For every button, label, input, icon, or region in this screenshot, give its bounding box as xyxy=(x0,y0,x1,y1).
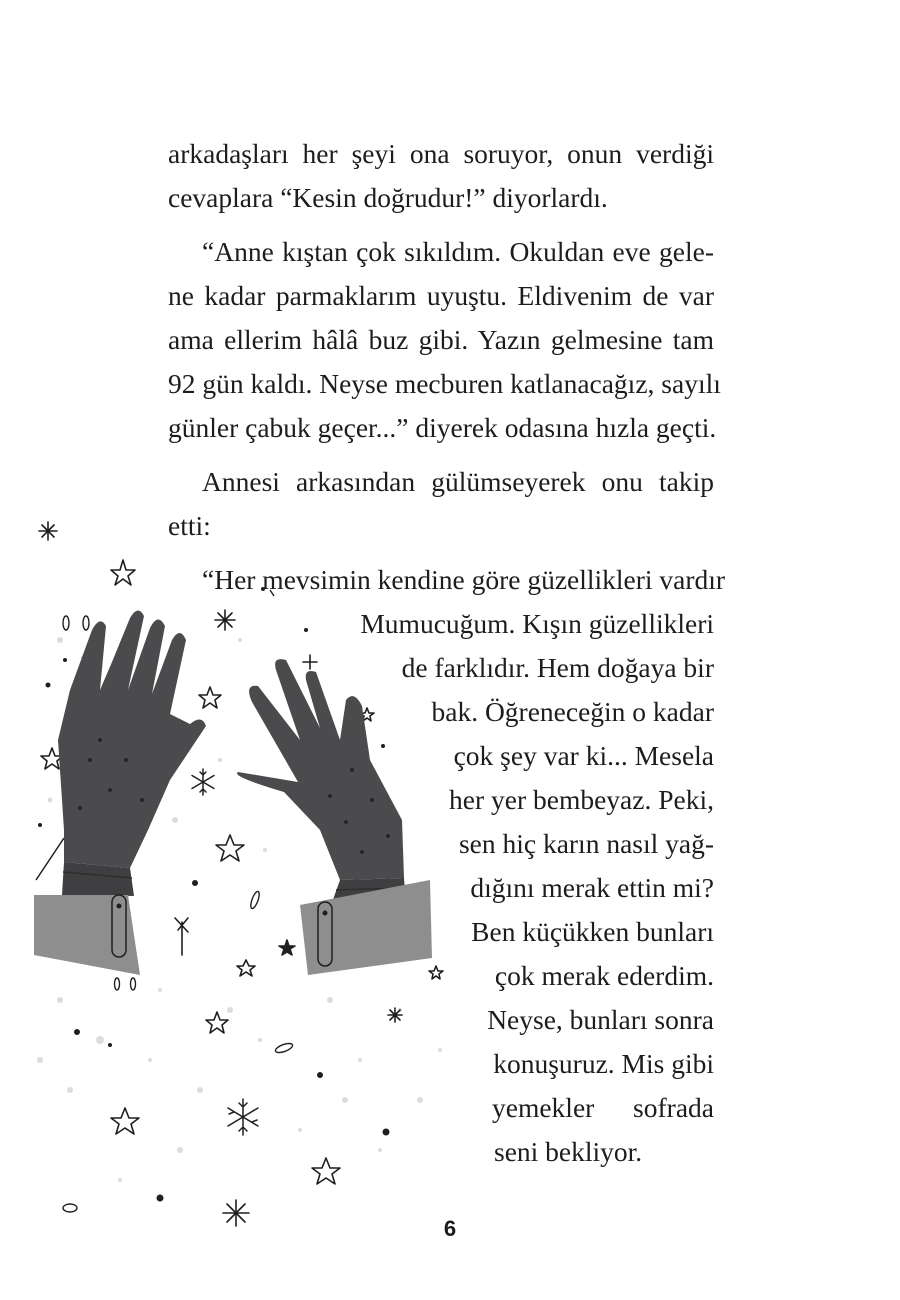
page-number: 6 xyxy=(443,1216,457,1241)
text-line: “Anne kıştan çok sıkıldım. Okuldan eve gele- xyxy=(202,236,714,267)
text-line: bak. Öğreneceğin o kadar xyxy=(431,696,714,727)
text-line: çok şey var ki... Mesela xyxy=(453,740,714,771)
text-line: Annesi arkasından gülümseyerek onu takip xyxy=(202,466,714,497)
text-line: Ben küçükken bunları xyxy=(471,916,714,947)
text-line: yemekler sofrada xyxy=(492,1092,714,1123)
text-line: 92 gün kaldı. Neyse mecburen katlanacağız, sayılı xyxy=(168,368,721,399)
text-line: çok merak ederdim. xyxy=(494,960,714,991)
text-line: de farklıdır. Hem doğaya bir xyxy=(401,652,714,683)
text-line: arkadaşları her şeyi ona soruyor, onun verdiği xyxy=(168,138,714,169)
text-line: dığını merak ettin mi? xyxy=(470,872,714,903)
text-line: cevaplara “Kesin doğrudur!” diyorlardı. xyxy=(168,182,608,213)
right-glove xyxy=(237,659,432,975)
text-line: Mumucuğum. Kışın güzellikleri xyxy=(360,608,714,639)
text-line: ama ellerim hâlâ buz gibi. Yazın gelmesine tam xyxy=(168,324,714,355)
text-line: sen hiç karın nasıl yağ- xyxy=(458,828,714,859)
text-line: ne kadar parmaklarım uyuştu. Eldivenim de var xyxy=(168,280,714,311)
text-line: etti: xyxy=(168,510,211,541)
text-line: günler çabuk geçer...” diyerek odasına hızla geçti. xyxy=(168,412,717,443)
left-glove xyxy=(34,610,206,975)
text-line: Neyse, bunları sonra xyxy=(487,1004,714,1035)
text-line: seni bekliyor. xyxy=(494,1136,643,1167)
text-line: her yer bembeyaz. Peki, xyxy=(449,784,714,815)
text-line: “Her mevsimin kendine göre güzellikleri vardır xyxy=(202,564,726,595)
snowflake-icons xyxy=(192,769,258,1135)
text-line: konuşuruz. Mis gibi xyxy=(493,1048,714,1079)
